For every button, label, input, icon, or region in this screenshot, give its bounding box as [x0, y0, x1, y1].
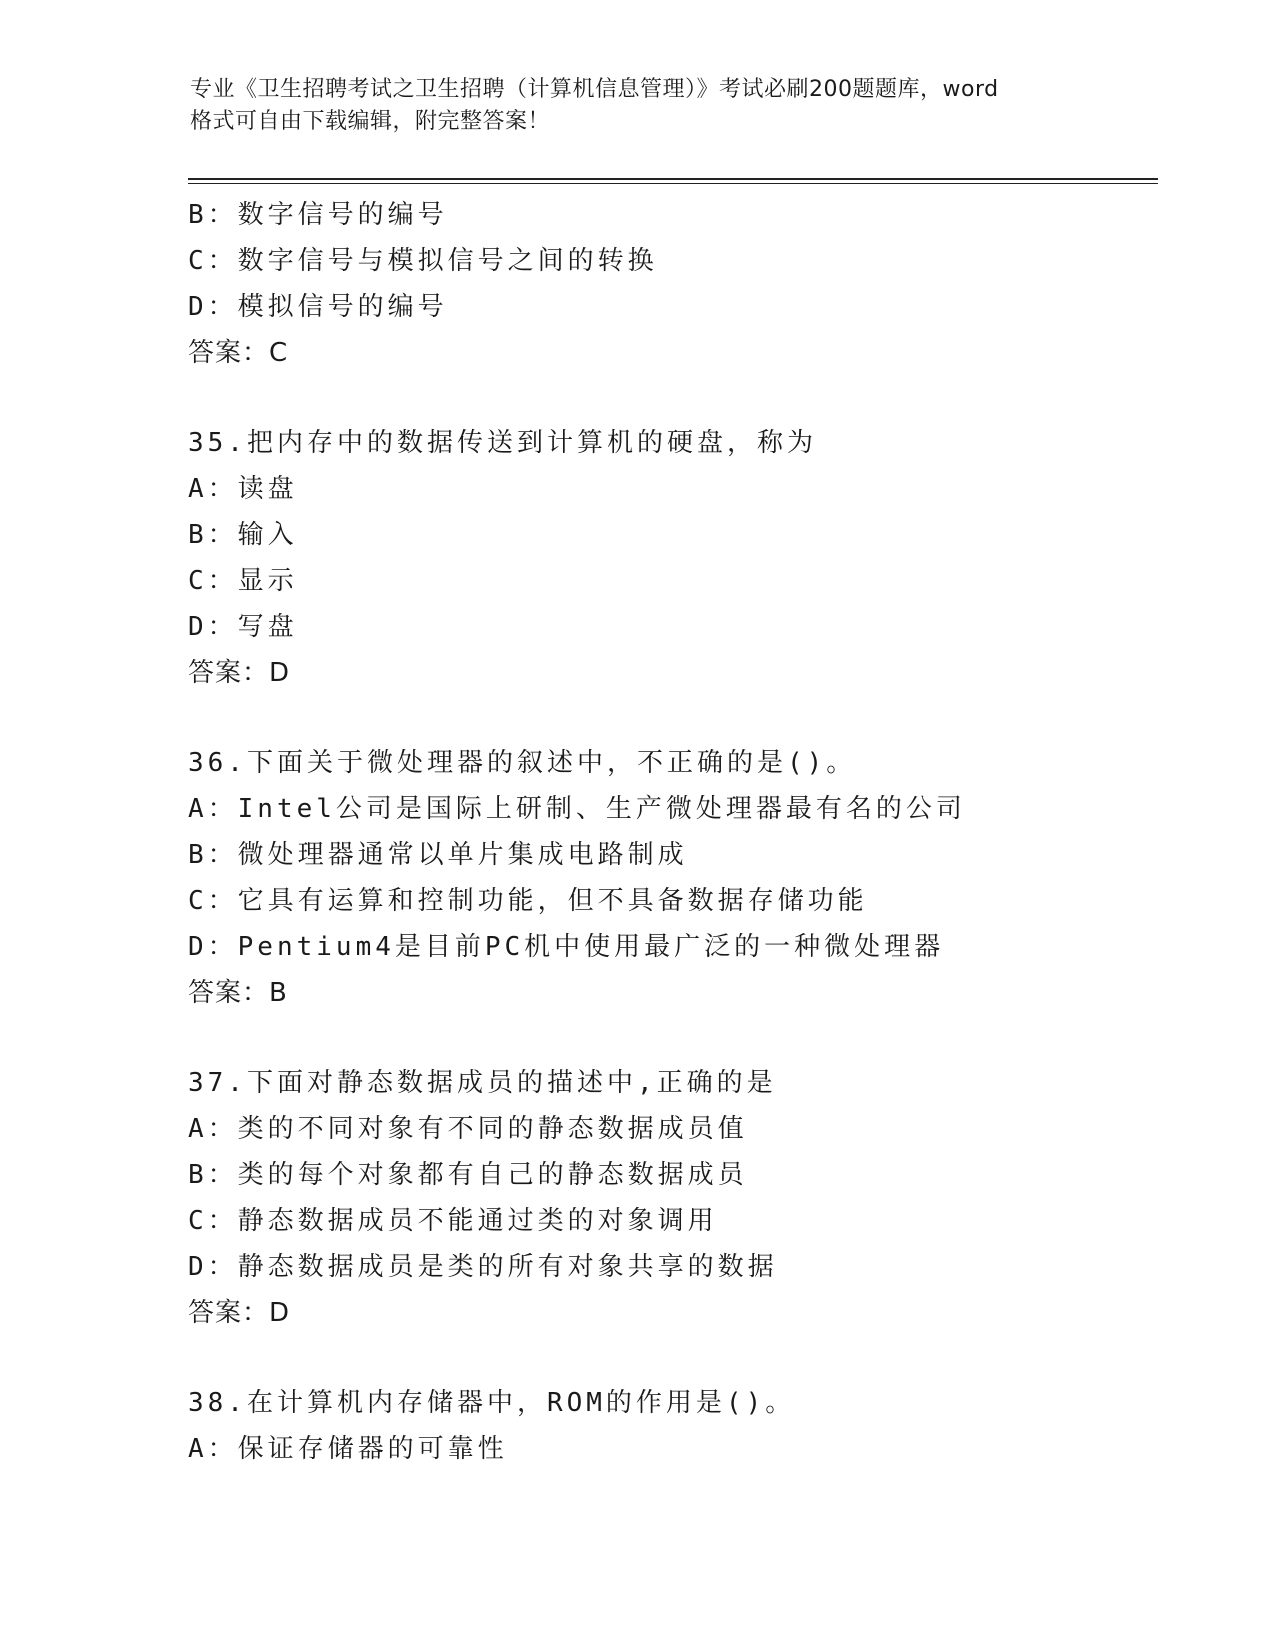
- option-c: C：静态数据成员不能通过类的对象调用: [188, 1206, 718, 1236]
- option-c: C：显示: [188, 566, 298, 596]
- header-line-2: 格式可自由下载编辑，附完整答案！: [190, 109, 551, 134]
- question-stem: 36.下面关于微处理器的叙述中，不正确的是()。: [188, 748, 857, 778]
- option-d: D：静态数据成员是类的所有对象共享的数据: [188, 1252, 778, 1282]
- option-a: A：读盘: [188, 474, 298, 504]
- answer: 答案：B: [188, 978, 288, 1008]
- header-line-1: 专业《卫生招聘考试之卫生招聘（计算机信息管理）》考试必刷200题题库，word: [190, 77, 999, 102]
- option-a: A：Intel公司是国际上研制、生产微处理器最有名的公司: [188, 794, 966, 824]
- answer: 答案：D: [188, 1298, 291, 1328]
- question-36: [188, 740, 1148, 1016]
- question-stem: 37.下面对静态数据成员的描述中,正确的是: [188, 1068, 777, 1098]
- option-b: B：数字信号的编号: [188, 200, 448, 230]
- question-stem: 38.在计算机内存储器中，ROM的作用是()。: [188, 1388, 796, 1418]
- option-c: C：它具有运算和控制功能，但不具备数据存储功能: [188, 886, 868, 916]
- question-38: [188, 1380, 1148, 1472]
- question-stem: 35.把内存中的数据传送到计算机的硬盘，称为: [188, 428, 817, 458]
- header-divider: [188, 178, 1158, 180]
- answer: 答案：C: [188, 338, 289, 368]
- option-d: D：写盘: [188, 612, 298, 642]
- option-a: A：保证存储器的可靠性: [188, 1434, 508, 1464]
- question-35: [188, 420, 1148, 696]
- option-a: A：类的不同对象有不同的静态数据成员值: [188, 1114, 748, 1144]
- option-b: B：微处理器通常以单片集成电路制成: [188, 840, 688, 870]
- option-b: B：输入: [188, 520, 298, 550]
- option-b: B：类的每个对象都有自己的静态数据成员: [188, 1160, 748, 1190]
- question-37: [188, 1060, 1148, 1336]
- question-34-continued: [188, 192, 1148, 376]
- document-header: [190, 74, 1090, 138]
- header-divider-thin: [188, 183, 1158, 184]
- option-d: D：模拟信号的编号: [188, 292, 448, 322]
- option-c: C：数字信号与模拟信号之间的转换: [188, 246, 658, 276]
- option-d: D：Pentium4是目前PC机中使用最广泛的一种微处理器: [188, 932, 945, 962]
- answer: 答案：D: [188, 658, 291, 688]
- question-list: [188, 192, 1148, 1472]
